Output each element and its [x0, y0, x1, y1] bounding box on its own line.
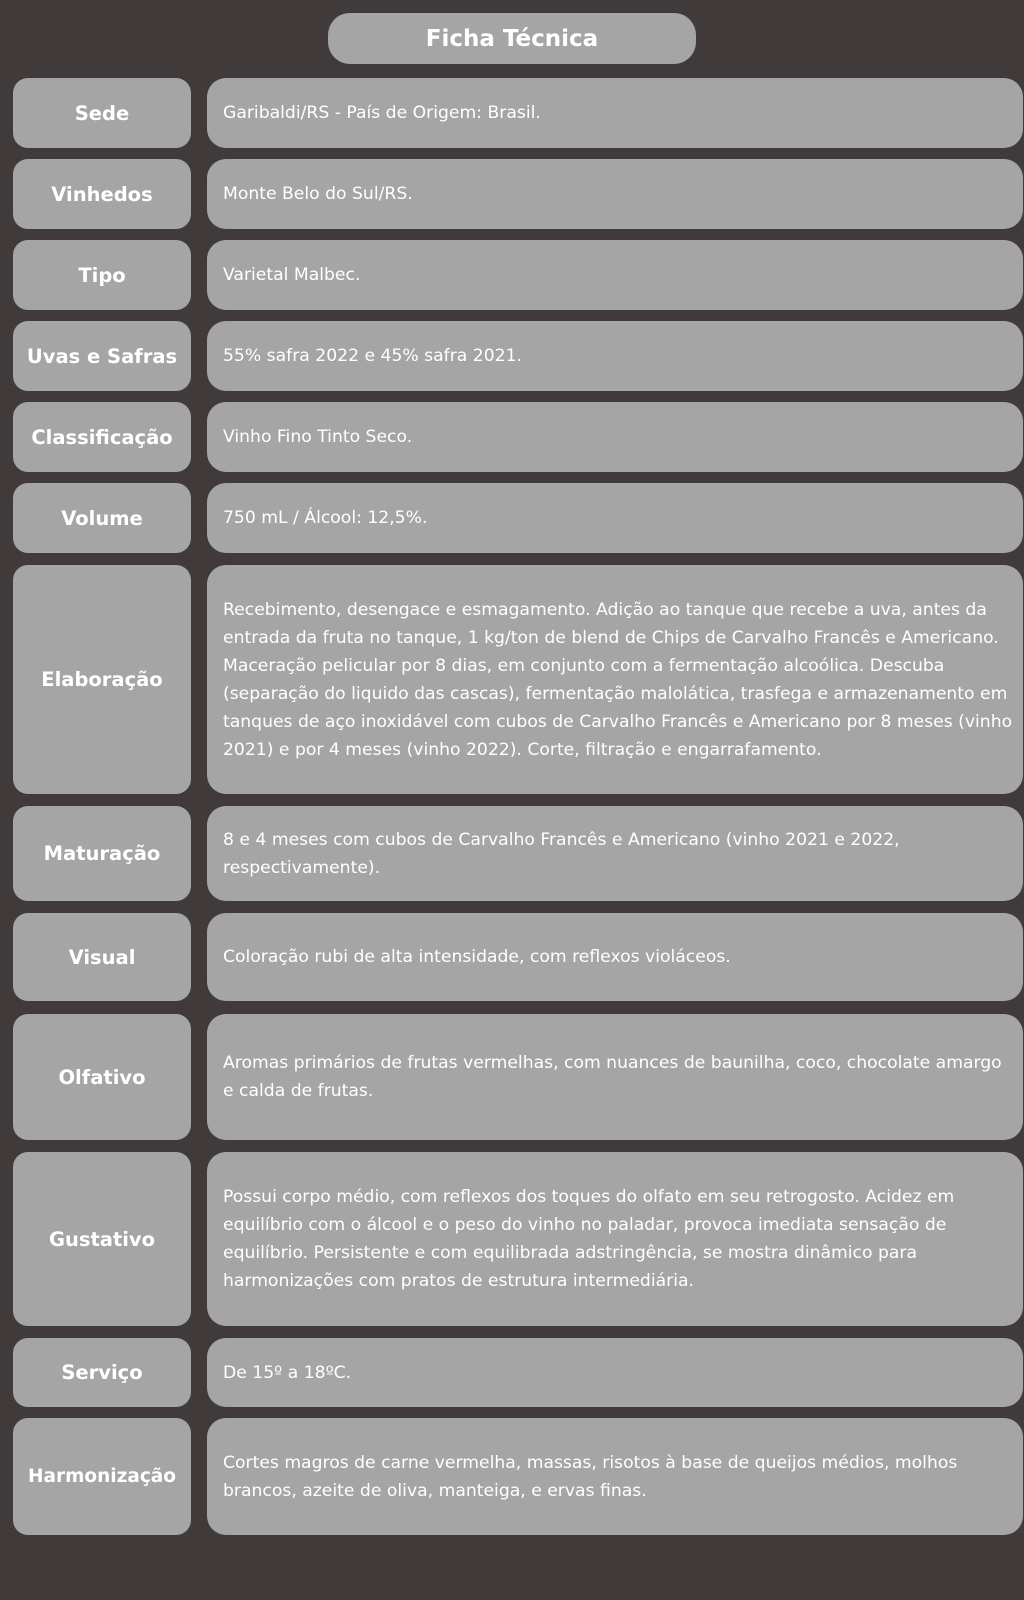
spec-label: Vinhedos	[13, 159, 191, 229]
spec-row-uvas-safras	[13, 321, 1023, 391]
spec-value-text: Garibaldi/RS - País de Origem: Brasil.	[223, 103, 541, 123]
spec-row-tipo	[13, 240, 1023, 310]
spec-value-text: Recebimento, desengace e esmagamento. Adição ao tanque que recebe a uva, antes da entrada da fruta no tanque, 1 kg/ton de blend de Chips de Carvalho Francês e Americano. Maceração pelicular por 8 dias, em conjunto com a fermentação alcoólica. Descuba (separação do liquido das cascas), fermentação malolática, trasfega e armazenamento em tanques de aço inoxidável com cubos de Carvalho Francês e Americano por 8 meses (vinho 2021) e por 4 meses (vinho 2022). Corte, filtração e engarrafamento.	[223, 599, 1013, 760]
spec-label: Gustativo	[13, 1152, 191, 1326]
spec-value	[207, 1418, 1023, 1535]
spec-value	[207, 1014, 1023, 1140]
spec-label: Classificação	[13, 402, 191, 472]
spec-value	[207, 402, 1023, 472]
spec-row-classificacao	[13, 402, 1023, 472]
spec-value	[207, 913, 1023, 1001]
spec-label: Maturação	[13, 806, 191, 901]
spec-value	[207, 240, 1023, 310]
spec-value	[207, 159, 1023, 229]
spec-value-text: Monte Belo do Sul/RS.	[223, 184, 413, 204]
spec-row-olfativo	[13, 1014, 1023, 1140]
spec-value-text: 750 mL / Álcool: 12,5%.	[223, 508, 428, 528]
spec-row-gustativo	[13, 1152, 1023, 1326]
spec-label: Harmonização	[13, 1418, 191, 1535]
spec-label: Olfativo	[13, 1014, 191, 1140]
spec-value-text: Cortes magros de carne vermelha, massas, risotos à base de queijos médios, molhos brancos, azeite de oliva, manteiga, e ervas finas.	[223, 1452, 958, 1501]
spec-value-text: Aromas primários de frutas vermelhas, com nuances de baunilha, coco, chocolate amargo e calda de frutas.	[223, 1053, 1002, 1101]
spec-value	[207, 483, 1023, 553]
spec-row-sede	[13, 78, 1023, 148]
spec-value-text: 8 e 4 meses com cubos de Carvalho Francês e Americano (vinho 2021 e 2022, respectivamente).	[223, 829, 900, 878]
spec-label: Tipo	[13, 240, 191, 310]
spec-value	[207, 321, 1023, 391]
spec-value	[207, 806, 1023, 901]
spec-row-harmonizacao	[13, 1418, 1023, 1535]
spec-label: Sede	[13, 78, 191, 148]
spec-label: Visual	[13, 913, 191, 1001]
spec-value	[207, 1338, 1023, 1407]
spec-label: Volume	[13, 483, 191, 553]
spec-value-text: Varietal Malbec.	[223, 265, 361, 285]
spec-label: Serviço	[13, 1338, 191, 1407]
spec-row-servico	[13, 1338, 1023, 1407]
spec-row-vinhedos	[13, 159, 1023, 229]
spec-value-text: Coloração rubi de alta intensidade, com reflexos violáceos.	[223, 947, 731, 967]
spec-value-text: Possui corpo médio, com reflexos dos toques do olfato em seu retrogosto. Acidez em equilíbrio com o álcool e o peso do vinho no paladar, provoca imediata sensação de equilíbrio. Persistente e com equilibrada adstringência, se mostra dinâmico para harmonizações com pratos de estrutura intermediária.	[223, 1187, 955, 1291]
spec-row-maturacao	[13, 806, 1023, 901]
spec-value-text: Vinho Fino Tinto Seco.	[223, 427, 413, 447]
spec-label: Elaboração	[13, 565, 191, 794]
spec-value-text: De 15º a 18ºC.	[223, 1362, 352, 1383]
spec-row-volume	[13, 483, 1023, 553]
spec-row-visual	[13, 913, 1023, 1001]
spec-row-elaboracao	[13, 565, 1023, 794]
page-title: Ficha Técnica	[328, 13, 696, 64]
spec-value-text: 55% safra 2022 e 45% safra 2021.	[223, 346, 522, 366]
spec-value	[207, 565, 1023, 794]
spec-label: Uvas e Safras	[13, 321, 191, 391]
spec-value	[207, 1152, 1023, 1326]
spec-value	[207, 78, 1023, 148]
